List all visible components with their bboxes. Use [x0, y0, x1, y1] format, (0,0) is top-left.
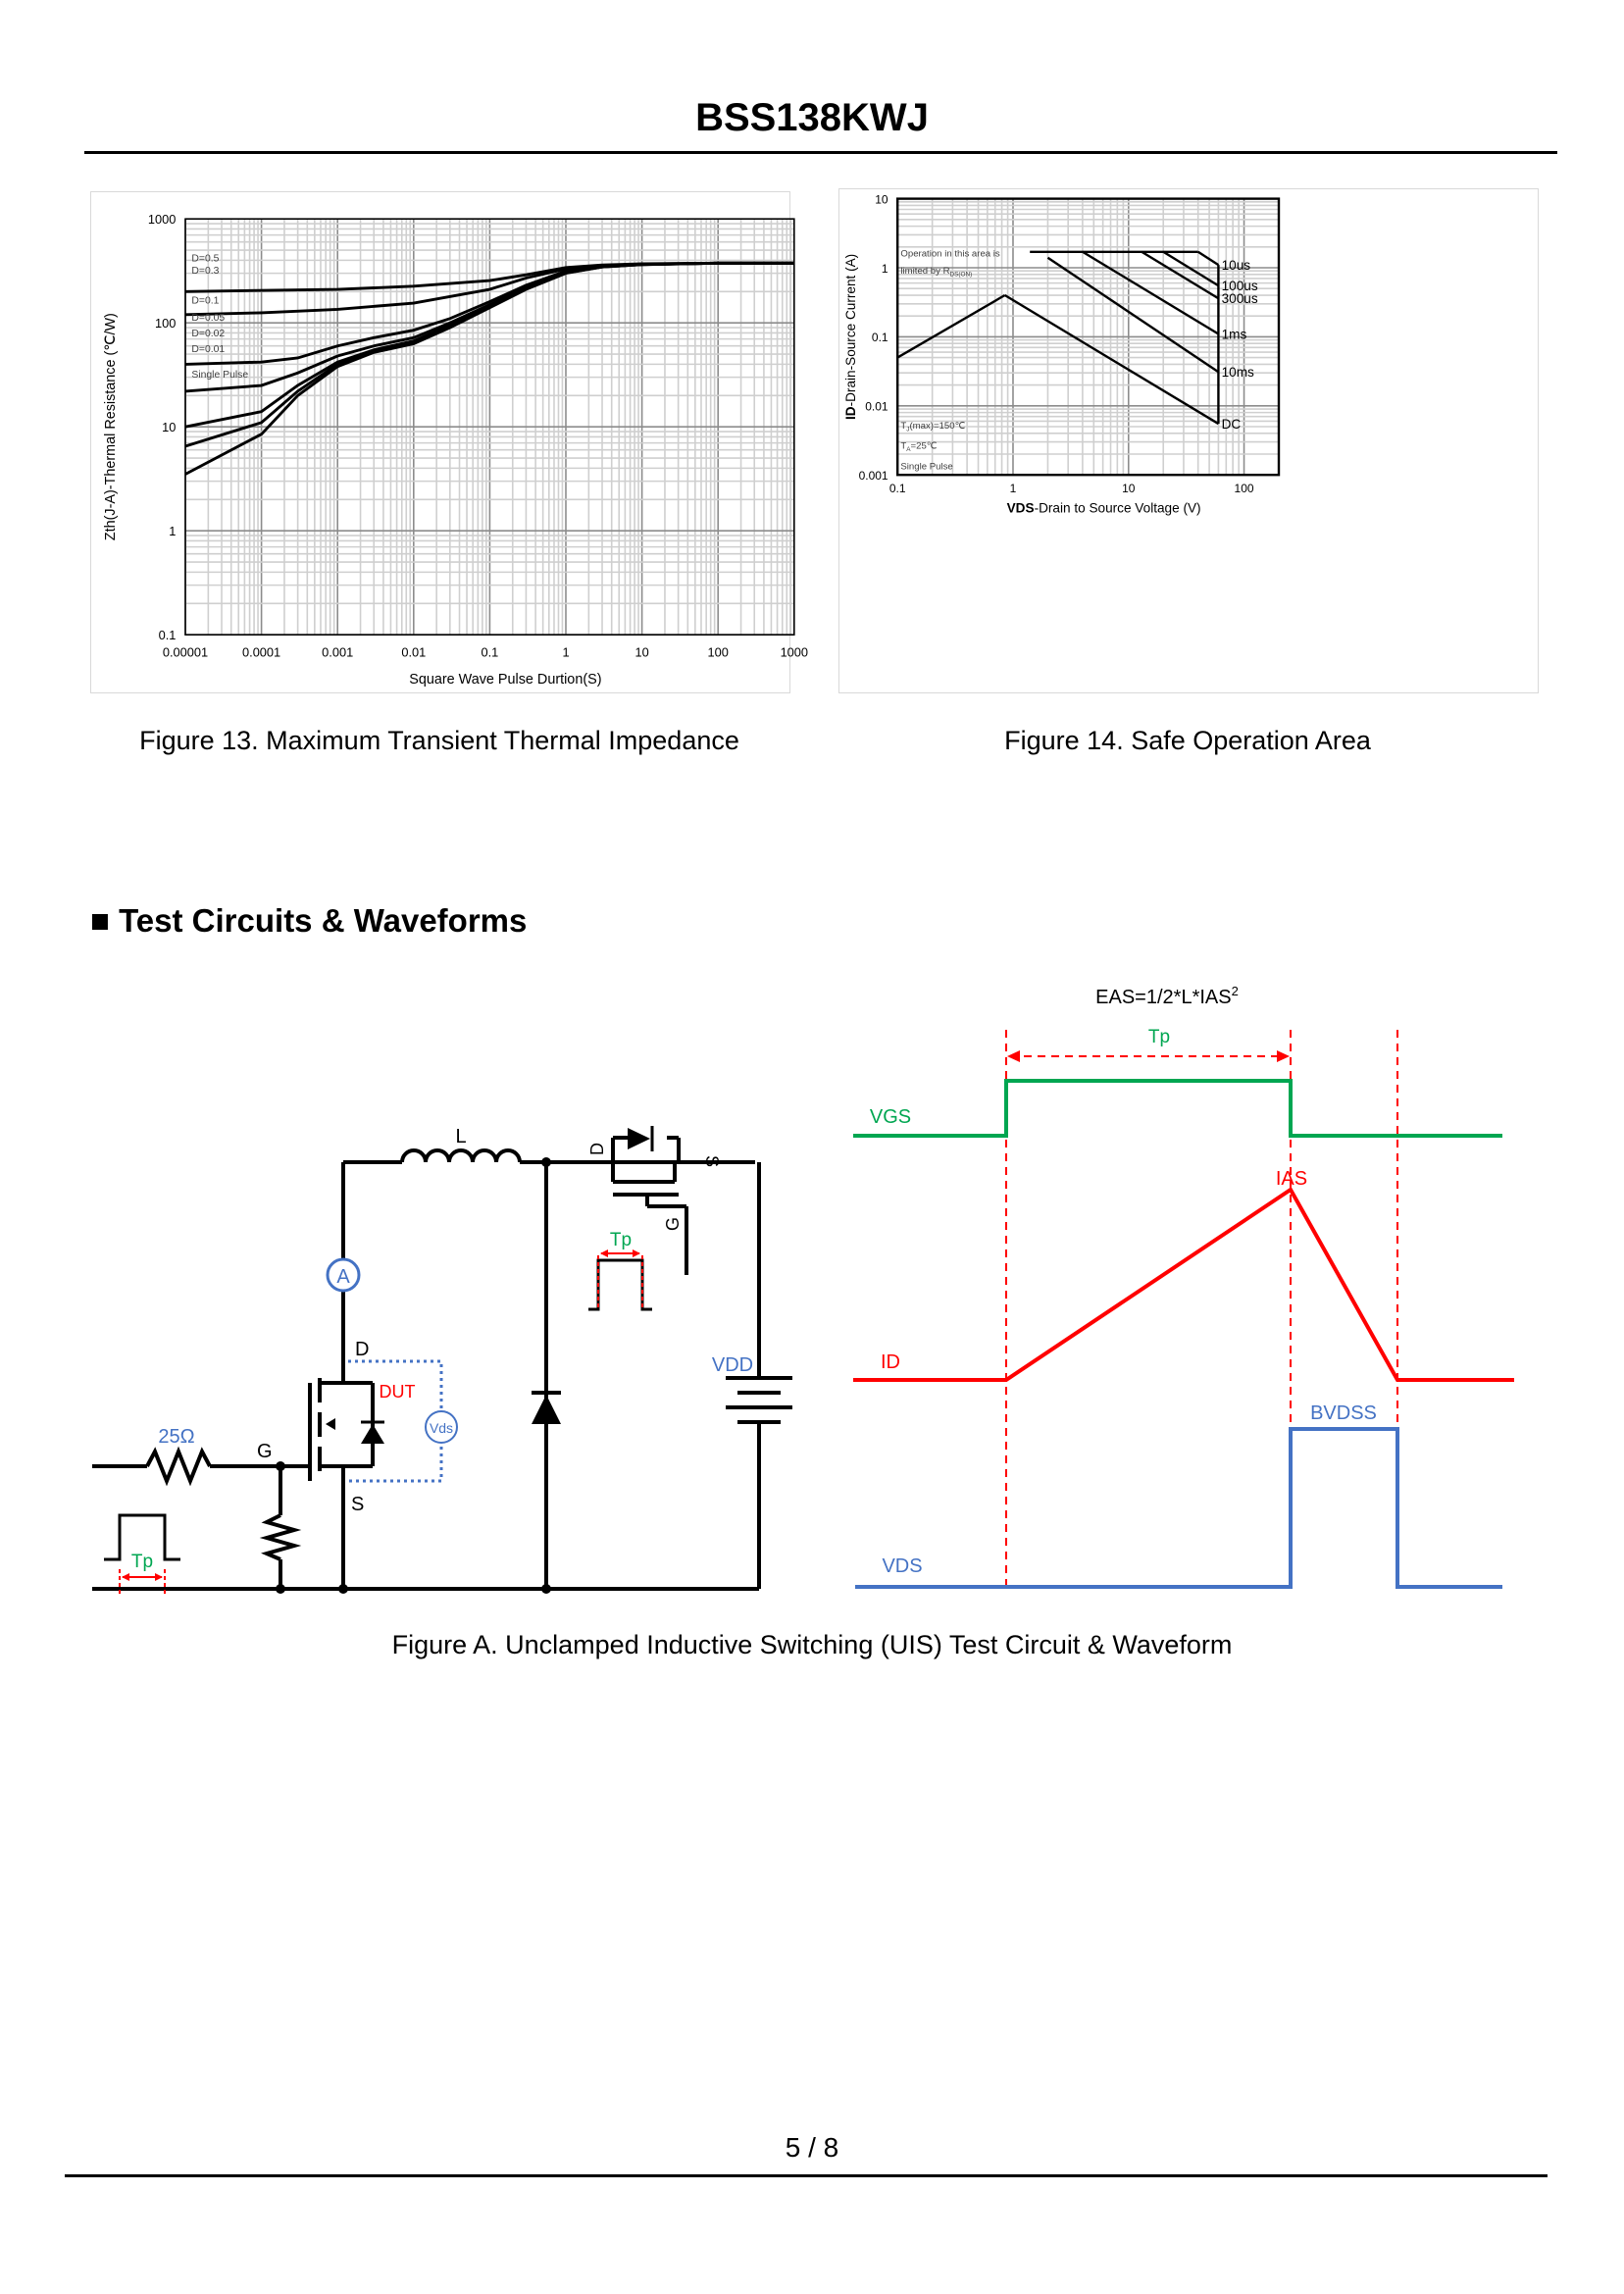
fig13-panel: [90, 191, 809, 693]
bvdss-label: BVDSS: [1310, 1402, 1377, 1424]
page-number: 5 / 8: [785, 2132, 839, 2163]
gate-resistor: [147, 1452, 210, 1481]
x-tick-label: 0.0001: [242, 644, 281, 660]
x-tick-label: 0.01: [401, 644, 427, 660]
clamp-d-label: D: [587, 1143, 607, 1155]
fig13-chart: [91, 192, 809, 692]
curve-label: 100us: [1221, 279, 1258, 294]
fig14-panel: [838, 188, 1539, 693]
source-label: S: [351, 1494, 365, 1515]
x-tick-label: 0.00001: [162, 644, 209, 660]
clamp-pulse-label: Tp: [609, 1230, 633, 1250]
condition-text: $T_A=25℃$: [900, 440, 938, 453]
tp-label: Tp: [1147, 1027, 1171, 1047]
condition-text: Single Pulse: [900, 461, 953, 473]
header-rule: [84, 151, 1557, 154]
x-axis-label: Square Wave Pulse Durtion(S): [409, 671, 602, 688]
curve-label: 10us: [1221, 257, 1251, 273]
drain-label: D: [355, 1339, 370, 1360]
clamp-diode: [628, 1128, 650, 1149]
section-heading: ■ Test Circuits & Waveforms: [90, 902, 528, 939]
curve-label: 300us: [1221, 291, 1258, 307]
fig14-caption: Figure 14. Safe Operation Area: [1004, 726, 1371, 755]
y-tick-label: 0.1: [871, 331, 888, 345]
annotation-text: limited by $R_{DS(ON)}$: [900, 266, 973, 279]
clamp-s-label: S: [702, 1155, 722, 1168]
y-tick-label: 1000: [147, 212, 177, 227]
y-tick-label: 10: [162, 420, 177, 434]
gate-label: G: [257, 1441, 273, 1462]
freewheel-diode: [532, 1395, 561, 1424]
dut-label: DUT: [379, 1382, 416, 1402]
pulse-label: Tp: [130, 1552, 154, 1572]
inductor-label: L: [455, 1126, 467, 1147]
x-tick-label: 0.1: [481, 644, 499, 660]
gate-ground-resistor: [267, 1515, 294, 1559]
x-tick-label: 1: [562, 644, 570, 660]
curve-label: 10ms: [1221, 365, 1254, 381]
x-tick-label: 10: [1122, 481, 1136, 495]
curve-label: D=0.01: [191, 344, 226, 356]
page-title: BSS138KWJ: [695, 96, 929, 139]
ammeter-label: A: [336, 1266, 350, 1288]
vds-trace: [855, 1429, 1502, 1587]
fig13-caption: Figure 13. Maximum Transient Thermal Impedance: [139, 726, 739, 755]
y-tick-label: 100: [155, 316, 177, 331]
x-tick-label: 1: [1009, 481, 1017, 495]
uis-waveform: [843, 976, 1530, 1604]
y-tick-label: 1: [881, 261, 888, 276]
curve-label: D=0.05: [191, 313, 226, 325]
eas-formula: $EAS=1/2*L*IAS^2$: [1095, 984, 1239, 1008]
vds-label: VDS: [882, 1555, 923, 1577]
curve-label: D=0.5: [191, 253, 220, 265]
y-tick-label: 0.001: [858, 469, 888, 483]
y-tick-label: 10: [875, 192, 888, 207]
clamp-g-label: G: [663, 1216, 683, 1231]
x-tick-label: 0.1: [888, 481, 906, 495]
id-trace: [853, 1190, 1514, 1380]
vgs-label: VGS: [869, 1106, 912, 1128]
resistor-label: 25Ω: [158, 1426, 195, 1448]
y-tick-label: 1: [169, 524, 177, 538]
curve-label: D=0.3: [191, 266, 220, 278]
x-tick-label: 1000: [780, 644, 809, 660]
condition-text: $T_J(\max)=150℃$: [900, 420, 966, 433]
series-line: [1198, 252, 1219, 265]
x-tick-label: 0.001: [322, 644, 354, 660]
x-axis-label: VDS-Drain to Source Voltage (V): [1006, 500, 1201, 516]
uis-test-circuit: [78, 1098, 824, 1608]
y-tick-label: 0.1: [158, 628, 177, 642]
x-tick-label: 10: [634, 644, 649, 660]
inductor: [402, 1150, 520, 1162]
vdd-label: VDD: [711, 1354, 754, 1376]
vgs-trace: [853, 1081, 1502, 1136]
annotation-text: Operation in this area is: [900, 248, 1000, 260]
curve-label: D=0.02: [191, 329, 226, 340]
vds-meter-label: Vds: [429, 1420, 454, 1436]
y-axis-label: Zth(J-A)-Thermal Resistance (℃/W): [103, 313, 119, 541]
ias-label: IAS: [1275, 1168, 1308, 1190]
x-tick-label: 100: [1234, 481, 1254, 495]
curve-label: 1ms: [1221, 327, 1247, 342]
curve-label: D=0.1: [191, 295, 220, 307]
id-label: ID: [881, 1351, 900, 1373]
figA-caption: Figure A. Unclamped Inductive Switching (UIS) Test Circuit & Waveform: [391, 1630, 1233, 1659]
curve-label: DC: [1221, 416, 1242, 432]
curve-label: Single Pulse: [191, 369, 249, 381]
x-tick-label: 100: [707, 644, 729, 660]
y-tick-label: 0.01: [865, 399, 888, 414]
fig14-chart: [839, 189, 1538, 692]
footer-rule: [65, 2174, 1548, 2177]
y-axis-label: ID-Drain-Source Current (A): [843, 253, 858, 421]
